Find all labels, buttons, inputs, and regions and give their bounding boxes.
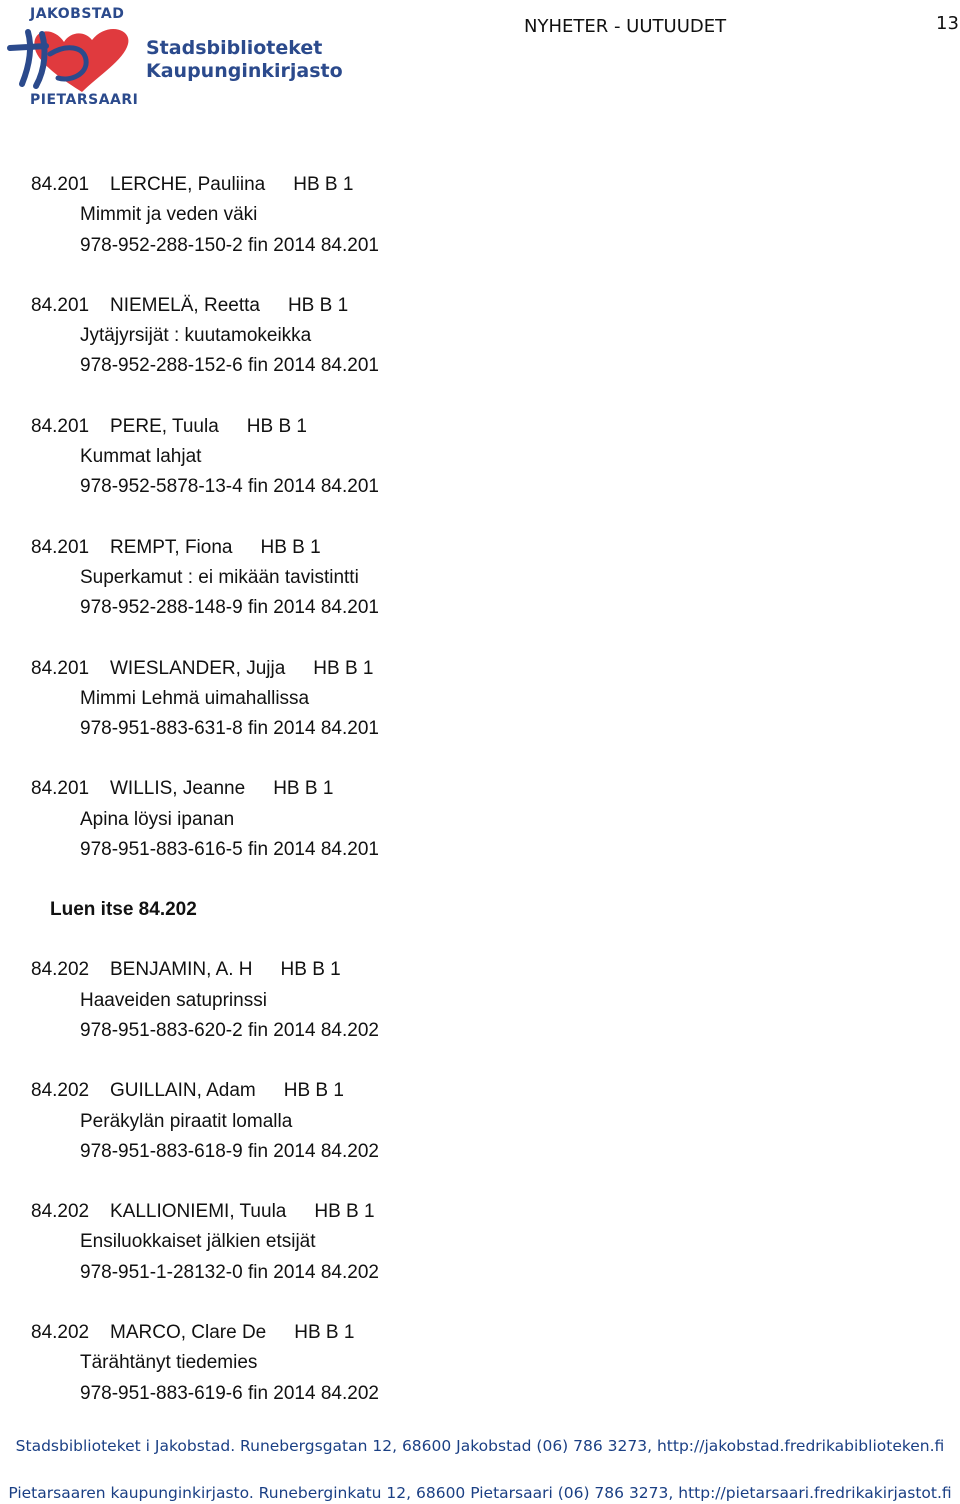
isbn-line: 978-951-1-28132-0 fin 2014 84.202 <box>80 1261 379 1283</box>
author-name: KALLIONIEMI, Tuula <box>110 1201 287 1223</box>
isbn-line: 978-951-883-616-5 fin 2014 84.201 <box>80 839 379 861</box>
book-entry-header <box>31 533 931 563</box>
author-name: WIESLANDER, Jujja <box>110 657 286 679</box>
author-name: MARCO, Clare De <box>110 1322 267 1344</box>
book-entry-header <box>31 170 931 200</box>
book-entry-header <box>31 291 931 321</box>
classification-code: 84.202 <box>31 959 90 981</box>
shelf-code: HB B 1 <box>260 536 321 558</box>
isbn-line: 978-951-883-618-9 fin 2014 84.202 <box>80 1140 379 1162</box>
logo-library-swedish: Stadsbiblioteket <box>146 37 323 59</box>
shelf-code: HB B 1 <box>283 1080 344 1102</box>
shelf-code: HB B 1 <box>246 415 307 437</box>
logo-city-name-finnish: PIETARSAARI <box>30 92 139 108</box>
book-title: Superkamut : ei mikään tavistintti <box>80 566 359 588</box>
book-list-section-84-201 <box>31 170 931 865</box>
isbn-line: 978-951-883-631-8 fin 2014 84.201 <box>80 718 379 740</box>
book-entry-header <box>31 1076 931 1106</box>
page-number: 13 <box>936 13 959 34</box>
book-entry <box>31 774 931 865</box>
book-title: Jytäjyrsijät : kuutamokeikka <box>80 325 312 347</box>
isbn-line: 978-951-883-620-2 fin 2014 84.202 <box>80 1019 379 1041</box>
isbn-line: 978-952-288-152-6 fin 2014 84.201 <box>80 355 379 377</box>
shelf-code: HB B 1 <box>294 1322 355 1344</box>
book-entry-header <box>31 774 931 804</box>
book-entry-header <box>31 1318 931 1348</box>
book-title: Mimmi Lehmä uimahallissa <box>80 687 310 709</box>
book-entry-header <box>31 1197 931 1227</box>
book-title: Mimmit ja veden väki <box>80 204 258 226</box>
footer-address-finnish: Pietarsaaren kaupunginkirjasto. Runeberginkatu 12, 68600 Pietarsaari (06) 786 3273, http://pietarsaari.fredrikakirjastot.fi <box>8 1484 952 1502</box>
book-list <box>31 170 931 1439</box>
book-title: Tärähtänyt tiedemies <box>80 1352 258 1374</box>
book-entry-header <box>31 654 931 684</box>
book-entry <box>31 1076 931 1167</box>
book-title: Ensiluokkaiset jälkien etsijät <box>80 1231 316 1253</box>
classification-code: 84.201 <box>31 657 90 679</box>
classification-code: 84.201 <box>31 415 90 437</box>
book-entry <box>31 1318 931 1409</box>
author-name: WILLIS, Jeanne <box>110 778 246 800</box>
book-title: Peräkylän piraatit lomalla <box>80 1110 293 1132</box>
author-name: BENJAMIN, A. H <box>110 959 253 981</box>
library-logo <box>6 4 343 112</box>
author-name: LERCHE, Pauliina <box>110 174 266 195</box>
classification-code: 84.202 <box>31 1201 90 1223</box>
classification-code: 84.202 <box>31 1080 90 1102</box>
shelf-code: HB B 1 <box>293 174 354 195</box>
classification-code: 84.201 <box>31 174 90 195</box>
author-name: REMPT, Fiona <box>110 536 233 558</box>
book-entry <box>31 1197 931 1288</box>
book-entry-header <box>31 955 931 985</box>
book-entry <box>31 291 931 382</box>
page-header-title: NYHETER - UUTUUDET <box>524 16 727 37</box>
shelf-code: HB B 1 <box>314 1201 375 1223</box>
isbn-line: 978-952-5878-13-4 fin 2014 84.201 <box>80 476 379 498</box>
isbn-line: 978-952-288-150-2 fin 2014 84.201 <box>80 234 379 256</box>
logo-library-finnish: Kaupunginkirjasto <box>146 60 343 82</box>
classification-code: 84.201 <box>31 778 90 800</box>
author-name: GUILLAIN, Adam <box>110 1080 256 1102</box>
book-entry <box>31 955 931 1046</box>
isbn-line: 978-952-288-148-9 fin 2014 84.201 <box>80 597 379 619</box>
author-name: NIEMELÄ, Reetta <box>110 294 260 316</box>
shelf-code: HB B 1 <box>273 778 334 800</box>
heart-logo-icon <box>6 24 141 94</box>
classification-code: 84.202 <box>31 1322 90 1344</box>
book-list-section-84-202 <box>31 955 931 1409</box>
book-entry <box>31 654 931 745</box>
isbn-line: 978-951-883-619-6 fin 2014 84.202 <box>80 1382 379 1404</box>
section-heading: Luen itse 84.202 <box>50 899 197 921</box>
book-title: Haaveiden satuprinssi <box>80 989 267 1011</box>
logo-city-name-swedish: JAKOBSTAD <box>30 6 125 22</box>
book-entry <box>31 533 931 624</box>
author-name: PERE, Tuula <box>110 415 219 437</box>
book-entry <box>31 170 931 261</box>
footer-address-swedish: Stadsbiblioteket i Jakobstad. Runebergsgatan 12, 68600 Jakobstad (06) 786 3273, http://jakobstad.fredrikabiblioteken.fi <box>15 1437 945 1455</box>
shelf-code: HB B 1 <box>313 657 374 679</box>
book-title: Apina löysi ipanan <box>80 808 235 830</box>
book-entry-header <box>31 412 931 442</box>
book-title: Kummat lahjat <box>80 446 202 468</box>
shelf-code: HB B 1 <box>287 294 349 316</box>
classification-code: 84.201 <box>31 536 90 558</box>
book-entry <box>31 412 931 503</box>
classification-code: 84.201 <box>31 294 90 316</box>
shelf-code: HB B 1 <box>280 959 341 981</box>
